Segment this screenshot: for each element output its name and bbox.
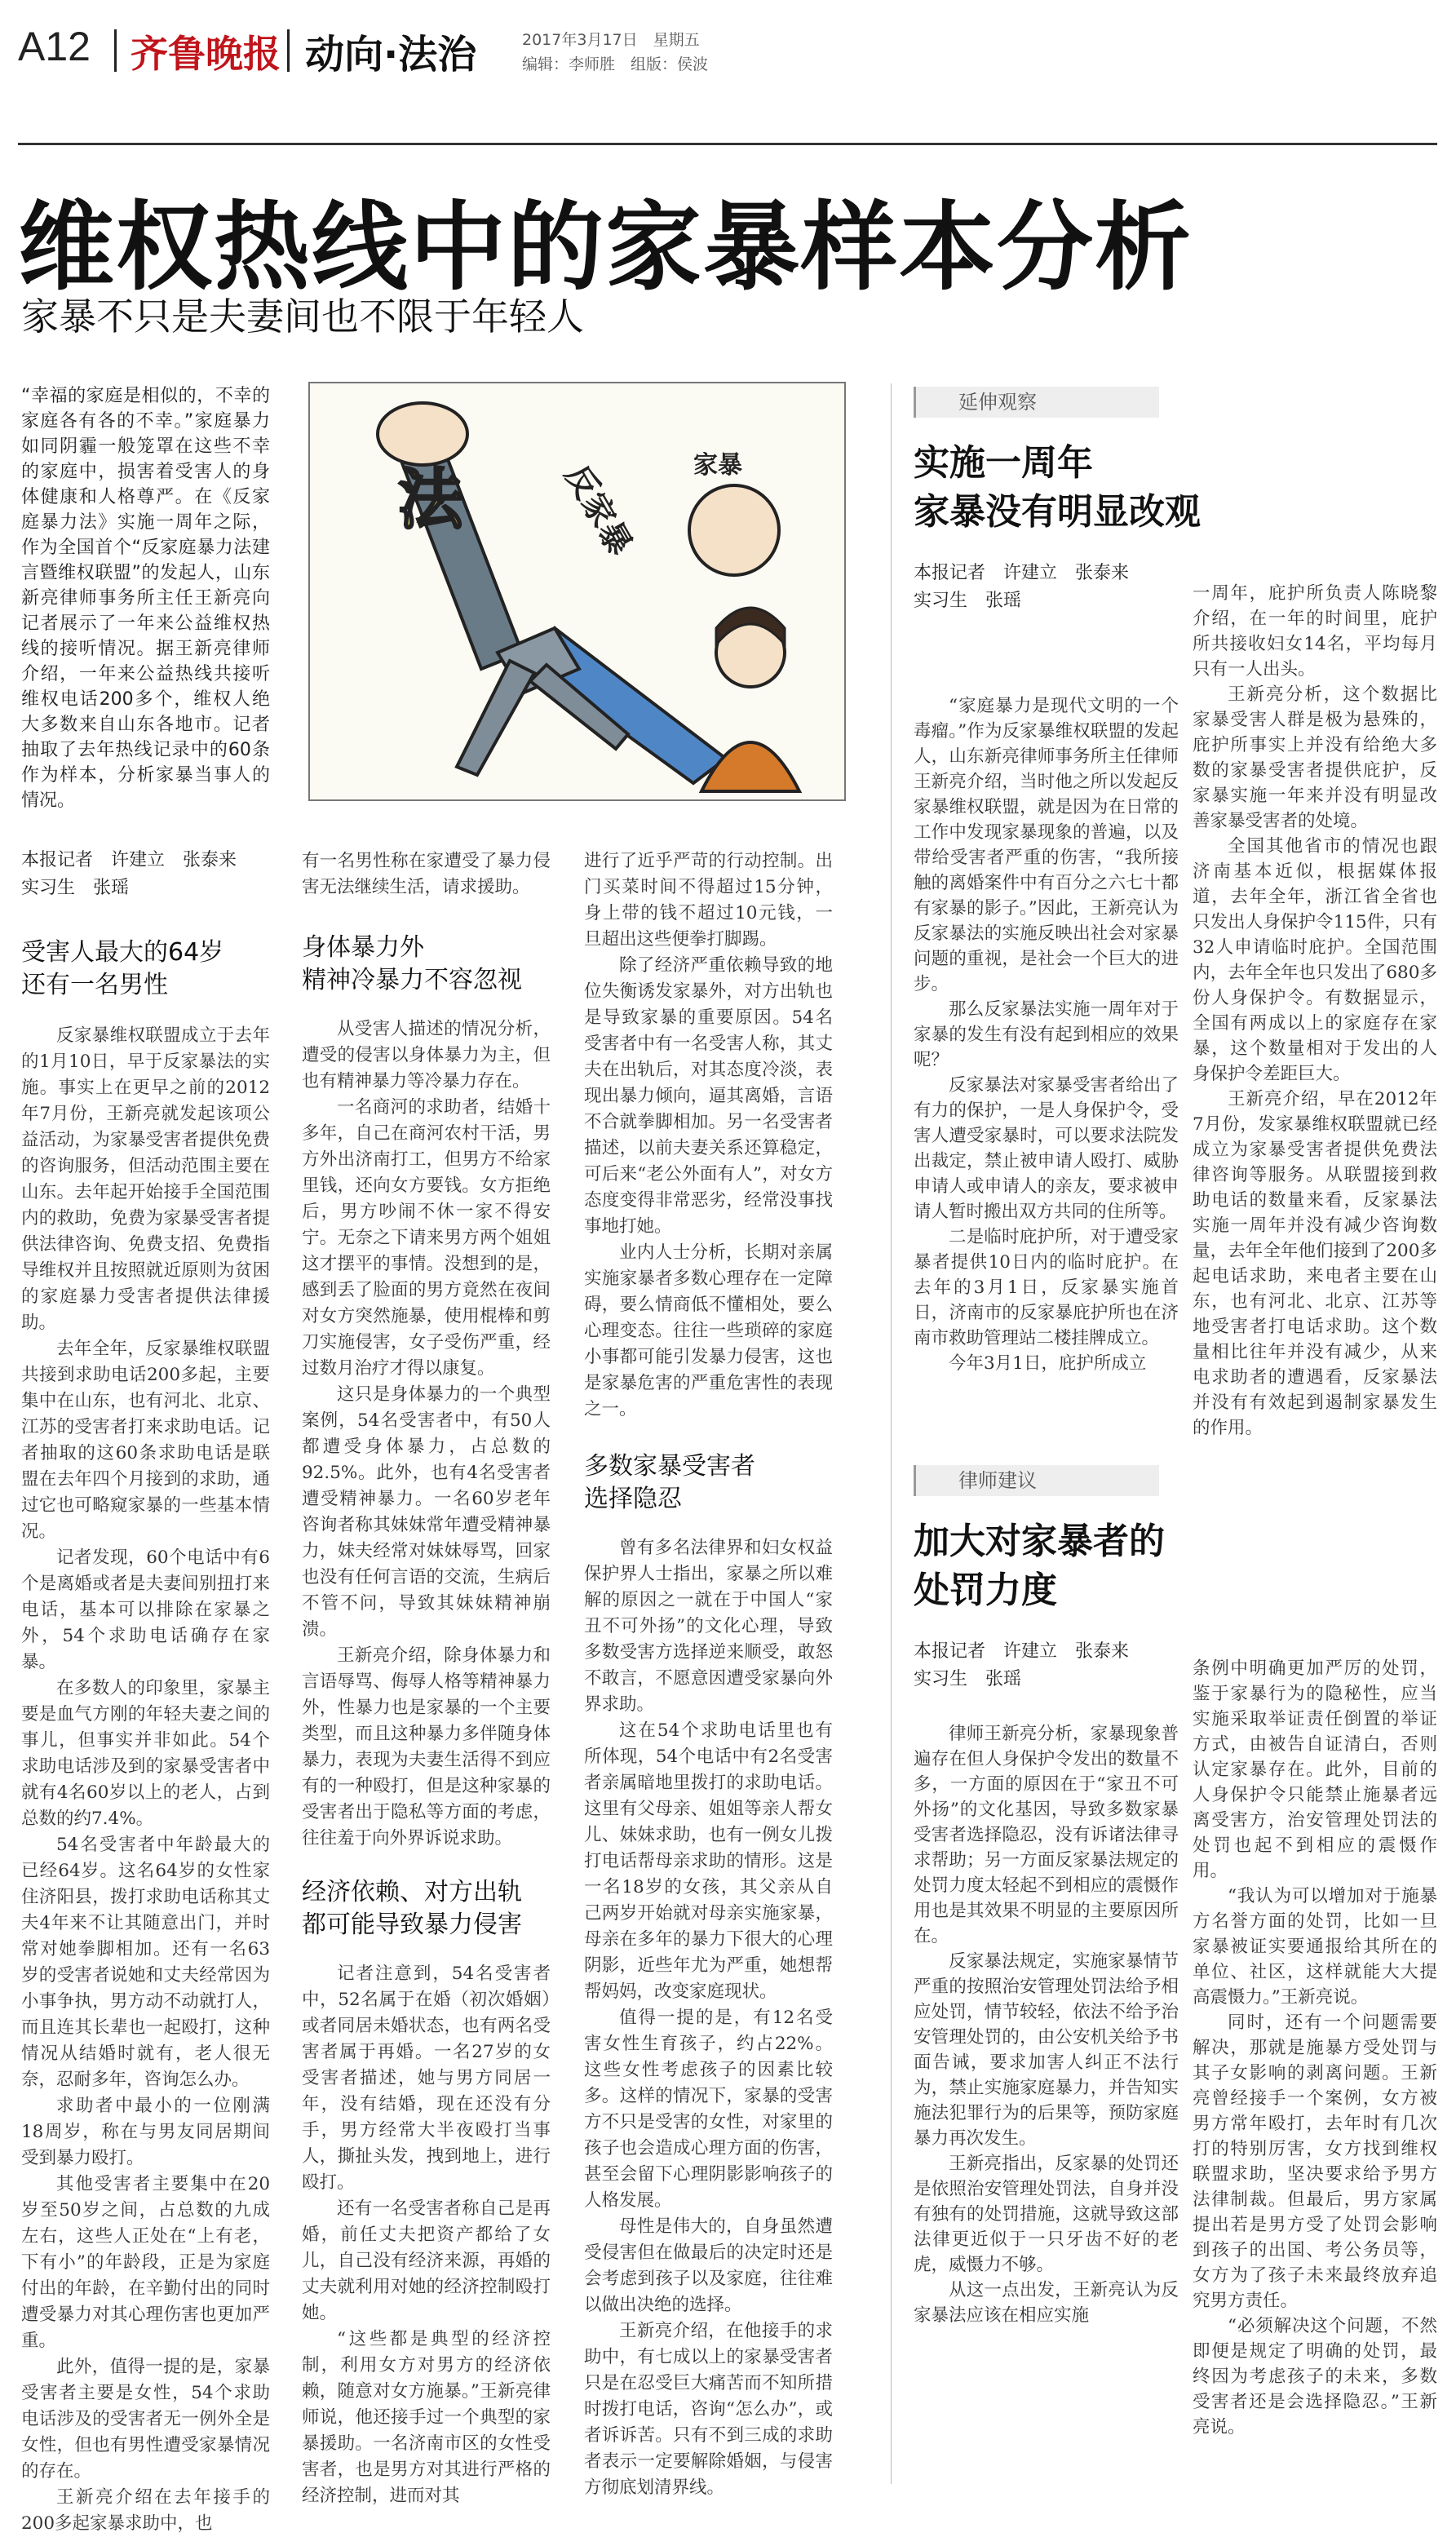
sidebar2-col-a xyxy=(914,1721,1179,2328)
heading-line: 受害人最大的64岁 xyxy=(21,938,224,967)
sidebar-label: 延伸观察 xyxy=(914,387,1159,418)
sidebar-extended-observation xyxy=(914,387,1201,615)
paragraph: 曾有多名法律界和妇女权益保护界人士指出，家暴之所以难解的原因之一就在于中国人“家丑不可外扬”的文化心理，导致多数受害方选择逆来顺受，敢怒不敢言，不愿意因遭受家暴向外界求助。 xyxy=(584,1538,833,1715)
section-body xyxy=(302,1961,551,2509)
paragraph: 二是临时庇护所，对于遭受家暴者提供10日内的临时庇护。在去年的3月1日，反家暴实施首日，济南市的反家暴庇护所也在济南市救助管理站二楼挂牌成立。 xyxy=(914,1227,1179,1348)
paragraph: 从这一点出发，王新亮认为反家暴法应该在相应实施 xyxy=(914,2280,1179,2326)
page-number: A12 xyxy=(18,24,91,69)
section-heading xyxy=(584,1450,833,1516)
intro-paragraph: “幸福的家庭是相似的，不幸的家庭各有各的不幸。”家庭暴力如同阴霾一般笼罩在这些不幸的家庭中，损害着受害人的身体健康和人格尊严。在《反家庭暴力法》实施一周年之际，作为全国首个“反家庭暴力法建言暨维权联盟”的发起人，山东新亮律师事务所主任王新亮向记者展示了一年来公益维权热线的接听情况。据王新亮律师介绍，一年来公益热线共接听维权电话200多个，维权人绝大多数来自山东各地市。记者抽取了去年热线记录中的60条作为样本，分析家暴当事人的情况。 xyxy=(21,386,270,811)
column-2 xyxy=(302,848,551,2509)
paragraph: 记者注意到，54名受害者中，52名属于在婚（初次婚姻）或者同居未婚状态，也有两名受害者属于再婚。一名27岁的女受害者描述，她与男方同居一年，没有结婚，现在还没有分手，男方经常大半夜殴打当事人，撕扯头发，拽到地上，进行殴打。 xyxy=(302,1964,551,2193)
paragraph: 进行了近乎严苛的行动控制。出门买菜时间不得超过15分钟，身上带的钱不超过10元钱，一旦超出这些便拳打脚踢。 xyxy=(584,851,833,950)
anti-dv-label: 反家暴 xyxy=(557,458,639,562)
paragraph: 全国其他省市的情况也跟济南基本近似，根据媒体报道，去年全年，浙江省全省也只发出人身保护令115件，只有32人申请临时庇护。全国范围内，去年全年也只发出了680多份人身保护令。有数据显示，全国有两成以上的家庭存在家暴，这个数量相对于发出的人身保护令差距巨大。 xyxy=(1193,836,1437,1084)
paragraph: 反家暴法规定，实施家暴情节严重的按照治安管理处罚法给予相应处罚，情节较轻，依法不给予治安管理处罚的，由公安机关给予书面告诫，要求加害人纠正不法行为，禁止实施家庭暴力，并告知实施法犯罪行为的后果等，预防家庭暴力再次发生。 xyxy=(914,1951,1179,2149)
paragraph: 值得一提的是，有12名受害女性生育孩子，约占22%。这些女性考虑孩子的因素比较多。这样的情况下，家暴的受害方不只是受害的女性，对家里的孩子也会造成心理方面的伤害，甚至会留下心理阴影影响孩子的人格发展。 xyxy=(584,2008,833,2211)
column-divider xyxy=(891,383,892,2484)
paragraph: 这在54个求助电话里也有所体现，54个电话中有2名受害者亲属暗地里拨打的求助电话。这里有父母亲、姐姐等亲人帮女儿、妹妹求助，也有一例女儿拨打电话帮母亲求助的情形。这是一名18岁的女孩，其父亲从自己两岁开始就对母亲实施家暴，母亲在多年的暴力下很大的心理阴影，近些年尤为严重，她想帮帮妈妈，改变家庭现状。 xyxy=(584,1720,833,2002)
heading-line: 身体暴力外 xyxy=(302,933,424,962)
heading-line: 还有一名男性 xyxy=(21,971,168,999)
section-body xyxy=(302,848,551,901)
paragraph: 王新亮分析，这个数据比家暴受害人群是极为悬殊的，庇护所事实上并没有给绝大多数的家暴受害者提供庇护，反家暴实施一年来并没有明显改善家暴受害者的处境。 xyxy=(1193,684,1437,831)
paragraph: 律师王新亮分析，家暴现象普遍存在但人身保护令发出的数量不多，一方面的原因在于“家丑不可外扬”的文化基因，导致多数家暴受害者选择隐忍，没有诉诸法律寻求帮助；另一方面反家暴法规定的处罚力度太轻起不到相应的震慑作用也是其效果不明显的主要原因所在。 xyxy=(914,1724,1179,1946)
editor-line: 编辑：李师胜 组版：侯波 xyxy=(522,55,709,73)
section-body xyxy=(302,1016,551,1852)
paragraph: 王新亮介绍，除身体暴力和言语辱骂、侮辱人格等精神暴力外，性暴力也是家暴的一个主要类型，而且这种暴力多伴随身体暴力，表现为夫妻生活得不到应有的一种殴打，但是这种家暴的受害者出于隐私等方面的考虑，往往羞于向外界诉说求助。 xyxy=(302,1645,551,1849)
newspaper-logo: 齐鲁晚报 xyxy=(131,32,281,76)
paragraph: 记者发现，60个电话中有6个是离婚或者是夫妻间别扭打来电话，基本可以排除在家暴之外，54个求助电话确存在家暴。 xyxy=(21,1547,270,1672)
masthead-rule xyxy=(18,143,1437,145)
dv-label: 家暴 xyxy=(693,451,742,480)
paragraph: “这些都是典型的经济控制，利用女方对男方的经济依赖，随意对女方施暴。”王新亮律师说，他还接手过一个典型的家暴援助。一名济南市区的女性受害者，也是男方对其进行严格的经济控制，进而对其 xyxy=(302,2329,551,2506)
sidebar-headline xyxy=(914,439,1201,537)
cartoon-illustration xyxy=(308,382,846,801)
paragraph: 母性是伟大的，自身虽然遭受侵害但在做最后的决定时还是会考虑到孩子以及家庭，往往难以做出决绝的选择。 xyxy=(584,2216,833,2315)
section-heading xyxy=(302,932,551,997)
paragraph: 求助者中最小的一位刚满18周岁，称在与男友同居期间受到暴力殴打。 xyxy=(21,2096,270,2168)
law-label: 法 xyxy=(398,462,463,538)
date-line: 2017年3月17日 星期五 xyxy=(522,31,700,49)
subheadline: 家暴不只是夫妻间也不限于年轻人 xyxy=(21,294,584,339)
paragraph: 有一名男性称在家遭受了暴力侵害无法继续生活，请求援助。 xyxy=(302,851,551,897)
masthead xyxy=(18,18,1437,83)
section-body xyxy=(584,1535,833,2501)
paragraph: “我认为可以增加对于施暴方名誉方面的处罚，比如一旦家暴被证实要通报给其所在的单位、社区，这样就能大大提高震慑力。”王新亮说。 xyxy=(1193,1886,1437,2008)
sidebar-headline xyxy=(914,1517,1165,1615)
sidebar-label: 律师建议 xyxy=(914,1465,1159,1496)
headline: 维权热线中的家暴样本分析 xyxy=(18,191,1193,303)
paragraph: 还有一名受害者称自己是再婚，前任丈夫把资产都给了女儿，自己没有经济来源，再婚的丈夫就利用对她的经济控制殴打她。 xyxy=(302,2198,551,2323)
paragraph: 一周年，庇护所负责人陈晓黎介绍，在一年的时间里，庇护所共接收妇女14名，平均每月只有一人出头。 xyxy=(1193,583,1437,680)
paragraph: 业内人士分析，长期对亲属实施家暴者多数心理存在一定障碍，要么情商低不懂相处，要么心理变态。往往一些琐碎的家庭小事都可能引发暴力侵害，这也是家暴危害的严重危害性的表现之一。 xyxy=(584,1242,833,1419)
headline-line: 实施一周年 xyxy=(914,442,1093,484)
main-byline xyxy=(21,847,290,902)
heading-line: 选择隐忍 xyxy=(584,1485,682,1513)
headline-line: 加大对家暴者的 xyxy=(914,1521,1165,1562)
sidebar1-col-a xyxy=(914,693,1179,1376)
sidebar1-col-b xyxy=(1193,581,1437,1441)
paragraph: 这只是身体暴力的一个典型案例，54名受害者中，有50人都遭受身体暴力，占总数的92.5%。此外，也有4名受害者遭受精神暴力。一名60岁老年咨询者称其妹妹常年遭受精神暴力，妹夫经常对妹妹辱骂，回家也没有任何言语的交流，生病后不管不问，导致其妹妹精神崩溃。 xyxy=(302,1384,551,1640)
section-body xyxy=(21,1023,270,2537)
paragraph: 同时，还有一个问题需要解决，那就是施暴方受处罚与其子女影响的剥离问题。王新亮曾经接手一个案例，女方被男方常年殴打，去年时有几次打的特别厉害，女方找到维权联盟求助，坚决要求给予男方法律制裁。但最后，男方家属提出若是男方受了处罚会影响到孩子的出国、考公务员等，女方为了孩子未来最终放弃追究男方责任。 xyxy=(1193,2012,1437,2311)
byline-intern: 实习生 张瑶 xyxy=(21,878,130,898)
heading-line: 精神冷暴力不容忽视 xyxy=(302,966,522,994)
byline-reporters: 本报记者 许建立 张泰来 xyxy=(914,1641,1130,1662)
sidebar-byline xyxy=(914,560,1201,615)
paragraph: 那么反家暴法实施一周年对于家暴的发生有没有起到相应的效果呢？ xyxy=(914,999,1179,1070)
divider xyxy=(114,29,117,72)
heading-line: 多数家暴受害者 xyxy=(584,1452,755,1481)
paragraph: “家庭暴力是现代文明的一个毒瘤。”作为反家暴维权联盟的发起人，山东新亮律师事务所主任律师王新亮介绍，当时他之所以发起反家暴维权联盟，就是因为在日常的工作中发现家暴现象的普遍，以及带给受害者严重的伤害，“我所接触的离婚案件中有百分之六七十都有家暴的影子。”因此，王新亮认为反家暴法的实施反映出社会对家暴问题的重视，是社会一个巨大的进步。 xyxy=(914,696,1179,994)
headline-line: 处罚力度 xyxy=(914,1570,1057,1611)
paragraph: 54名受害者中年龄最大的已经64岁。这名64岁的女性家住济阳县，拨打求助电话称其丈夫4年来不让其随意出门，并时常对她拳脚相加。还有一名63岁的受害者说她和丈夫经常因为小事争执，男方动不动就打人，而且连其长辈也一起殴打，这种情况从结婚时就有，老人很无奈，忍耐多年，咨询怎么办。 xyxy=(21,1835,270,2090)
paragraph: 今年3月1日，庇护所成立 xyxy=(949,1353,1147,1374)
paragraph: “必须解决这个问题，不然即便是规定了明确的处罚，最终因为考虑孩子的未来，多数受害者还是会选择隐忍。”王新亮说。 xyxy=(1193,2316,1437,2437)
cartoon-svg xyxy=(310,383,844,799)
paragraph: 一名商河的求助者，结婚十多年，自己在商河农村干活，男方外出济南打工，但男方不给家里钱，还向女方要钱。女方拒绝后，男方吵闹不休一家不得安宁。无奈之下请来男方两个姐姐这才摆平的事情。没想到的是，感到丢了脸面的男方竟然在夜间对女方突然施暴，使用棍棒和剪刀实施侵害，女子受伤严重，经过数月治疗才得以康复。 xyxy=(302,1097,551,1379)
column-1 xyxy=(21,936,270,2537)
paragraph: 去年全年，反家暴维权联盟共接到求助电话200多起，主要集中在山东，也有河北、北京、江苏的受害者打来求助电话。记者抽取的这60条求助电话是联盟在去年四个月接到的求助，通过它也可略窥家暴的一些基本情况。 xyxy=(21,1339,270,1542)
paragraph: 反家暴维权联盟成立于去年的1月10日，早于反家暴法的实施。事实上在更早之前的2012年7月份，王新亮就发起该项公益活动，为家暴受害者提供免费的咨询服务，但活动范围主要在山东。去年起开始接手全国范围内的救助，免费为家暴受害者提供法律咨询、免费支招、免费指导维权并且按照就近原则为贫困的家庭暴力受害者提供法律援助。 xyxy=(21,1025,270,1333)
headline-line: 家暴没有明显改观 xyxy=(914,491,1201,533)
column-3 xyxy=(584,848,833,2501)
sidebar2-col-b xyxy=(1193,1656,1437,2440)
section-body xyxy=(584,848,833,1423)
sidebar-byline xyxy=(914,1638,1165,1694)
paragraph: 王新亮介绍，早在2012年7月份，发家暴维权联盟就已经成立为家暴受害者提供免费法律咨询等服务。从联盟接到救助电话的数量来看，反家暴法实施一周年并没有减少咨询数量，去年全年他们接到了200多起电话求助，来电者主要在山东，也有河北、北京、江苏等地受害者打电话求助。这个数量相比往年并没有减少，从来电求助者的遭遇看，反家暴法并没有有效起到遏制家暴发生的作用。 xyxy=(1193,1089,1437,1438)
paragraph: 王新亮指出，反家暴的处罚还是依照治安管理处罚法，自身并没有独有的处罚措施，这就导致这部法律更近似于一只牙齿不好的老虎，威慑力不够。 xyxy=(914,2154,1179,2275)
section-heading xyxy=(21,936,270,1002)
paragraph: 王新亮介绍在去年接手的200多起家暴求助中，也 xyxy=(21,2487,270,2534)
section-title: 动向·法治 xyxy=(305,32,477,77)
paragraph: 条例中明确更加严厉的处罚，鉴于家暴行为的隐秘性，应当实施采取举证责任倒置的举证方式，由被告自证清白，否则认定家暴存在。此外，目前的人身保护令只能禁止施暴者远离受害方，治安管理处罚法的处罚也起不到相应的震慑作用。 xyxy=(1193,1658,1437,1881)
sidebar-lawyer-advice xyxy=(914,1465,1165,1694)
paragraph: 从受害人描述的情况分析，遭受的侵害以身体暴力为主，但也有精神暴力等冷暴力存在。 xyxy=(302,1019,551,1091)
heading-line: 都可能导致暴力侵害 xyxy=(302,1910,522,1939)
section-heading xyxy=(302,1876,551,1941)
paragraph: 王新亮介绍，在他接手的求助中，有七成以上的家暴受害者只是在忍受巨大痛苦而不知所措时拨打电话，咨询“怎么办”，或者诉诉苦。只有不到三成的求助者表示一定要解除婚姻，与侵害方彻底划清界线。 xyxy=(584,2321,833,2498)
paragraph: 除了经济严重依赖导致的地位失衡诱发家暴外，对方出轨也是导致家暴的重要原因。54名受害者中有一名受害人称，其丈夫在出轨后，对其态度冷淡，表现出暴力倾向，逼其离婚，言语不合就拳脚相加。另一名受害者描述，以前夫妻关系还算稳定，可后来“老公外面有人”，对女方态度变得非常恶劣，经常没事找事地打她。 xyxy=(584,955,833,1237)
byline-reporters: 本报记者 许建立 张泰来 xyxy=(914,563,1130,583)
byline-reporters: 本报记者 许建立 张泰来 xyxy=(21,850,237,870)
paragraph: 反家暴法对家暴受害者给出了有力的保护，一是人身保护令，受害人遭受家暴时，可以要求法院发出裁定，禁止被申请人殴打、威胁申请人或申请人的亲友，要求被申请人暂时搬出双方共同的住所等。 xyxy=(914,1075,1179,1222)
paragraph: 其他受害者主要集中在20岁至50岁之间，占总数的九成左右，这些人正处在“上有老，下有小”的年龄段，正是为家庭付出的年龄，在辛勤付出的同时遭受暴力对其心理伤害也更加严重。 xyxy=(21,2174,270,2351)
heading-line: 经济依赖、对方出轨 xyxy=(302,1878,522,1906)
byline-intern: 实习生 张瑶 xyxy=(914,1669,1022,1689)
divider xyxy=(287,29,290,72)
byline-intern: 实习生 张瑶 xyxy=(914,591,1022,611)
paragraph: 此外，值得一提的是，家暴受害者主要是女性，54个求助电话涉及的受害者无一例外全是女性，但也有男性遭受家暴情况的存在。 xyxy=(21,2357,270,2482)
paragraph: 在多数人的印象里，家暴主要是血气方刚的年轻夫妻之间的事儿，但事实并非如此。54个求助电话涉及到的家暴受害者中就有4名60岁以上的老人，占到总数的约7.4%。 xyxy=(21,1678,270,1829)
